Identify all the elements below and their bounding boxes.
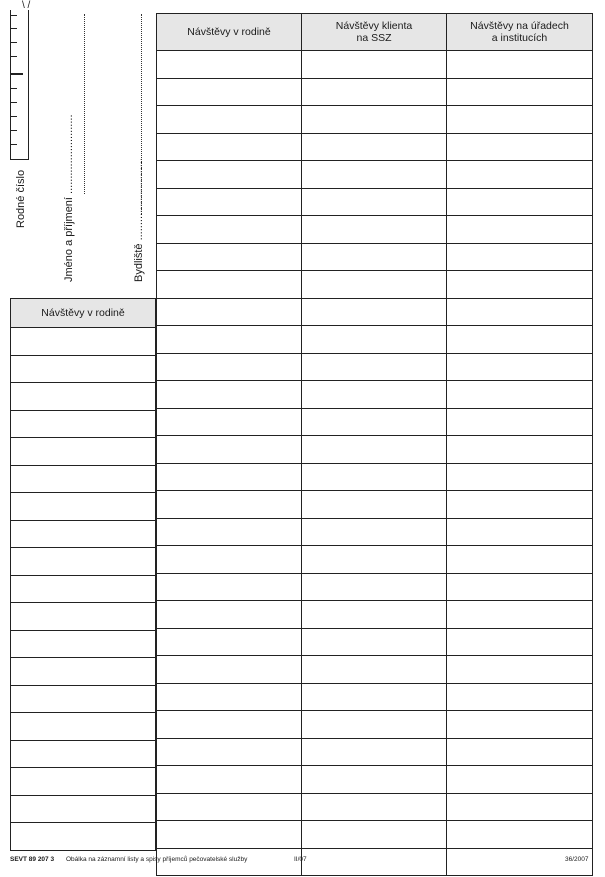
table-cell[interactable] (447, 463, 593, 491)
left-header-row (11, 299, 156, 328)
table-cell[interactable] (447, 766, 593, 794)
table-cell[interactable] (11, 383, 156, 411)
table-cell[interactable] (11, 548, 156, 576)
table-row (157, 436, 593, 464)
table-row (157, 326, 593, 354)
header-left-navstevy-v-rodine: Návštěvy v rodině (11, 299, 156, 328)
table-cell[interactable] (302, 601, 447, 629)
table-row (157, 408, 593, 436)
table-cell[interactable] (302, 793, 447, 821)
table-cell[interactable] (11, 658, 156, 686)
table-cell[interactable] (157, 491, 302, 519)
table-cell[interactable] (157, 766, 302, 794)
table-cell[interactable] (157, 271, 302, 299)
table-row (11, 328, 156, 356)
table-row (157, 601, 593, 629)
table-cell[interactable] (157, 51, 302, 79)
table-row (11, 603, 156, 631)
table-cell[interactable] (447, 353, 593, 381)
table-cell[interactable] (157, 408, 302, 436)
table-row (157, 216, 593, 244)
table-cell[interactable] (157, 628, 302, 656)
rodne-cislo-label: Rodné číslo (15, 169, 27, 228)
table-cell[interactable] (157, 711, 302, 739)
table-row (157, 188, 593, 216)
table-cell[interactable] (157, 656, 302, 684)
table-cell[interactable] (447, 436, 593, 464)
table-cell[interactable] (11, 823, 156, 851)
table-cell[interactable] (157, 161, 302, 189)
table-cell[interactable] (157, 353, 302, 381)
table-row (11, 685, 156, 713)
table-cell[interactable] (447, 601, 593, 629)
table-cell[interactable] (447, 793, 593, 821)
box-tick (11, 56, 17, 57)
table-cell[interactable] (11, 603, 156, 631)
table-cell[interactable] (157, 518, 302, 546)
header-navstevy-na-uradech (447, 14, 593, 51)
table-cell[interactable] (157, 546, 302, 574)
table-row (157, 491, 593, 519)
table-cell[interactable] (447, 106, 593, 134)
table-cell[interactable] (302, 243, 447, 271)
table-cell[interactable] (302, 573, 447, 601)
table-cell[interactable] (302, 133, 447, 161)
table-cell[interactable] (447, 381, 593, 409)
table-cell[interactable] (447, 628, 593, 656)
table-cell[interactable] (447, 821, 593, 849)
table-cell[interactable] (157, 573, 302, 601)
table-cell[interactable] (11, 438, 156, 466)
table-cell[interactable] (447, 188, 593, 216)
table-row (157, 518, 593, 546)
table-cell[interactable] (447, 683, 593, 711)
table-row (157, 821, 593, 849)
table-cell[interactable] (302, 106, 447, 134)
table-row (157, 546, 593, 574)
header-navstevy-klienta-text: Návštěvy klienta na SSZ (335, 20, 413, 44)
jmeno-label: Jméno a příjmení .......................... (63, 114, 75, 282)
table-row (157, 381, 593, 409)
table-cell[interactable] (302, 381, 447, 409)
table-cell[interactable] (302, 518, 447, 546)
table-cell[interactable] (157, 188, 302, 216)
table-cell[interactable] (11, 630, 156, 658)
table-cell[interactable] (302, 161, 447, 189)
footer-date: 36/2007 (565, 856, 589, 863)
visits-table (156, 13, 593, 876)
table-cell[interactable] (157, 436, 302, 464)
table-cell[interactable] (157, 298, 302, 326)
table-row (157, 711, 593, 739)
box-tick (11, 144, 17, 145)
table-row (157, 51, 593, 79)
table-row (157, 133, 593, 161)
table-cell[interactable] (302, 738, 447, 766)
table-cell[interactable] (447, 738, 593, 766)
table-row (11, 658, 156, 686)
table-row (11, 383, 156, 411)
box-tick (11, 88, 17, 89)
table-row (157, 628, 593, 656)
table-row (157, 161, 593, 189)
table-cell[interactable] (11, 740, 156, 768)
table-cell[interactable] (11, 493, 156, 521)
jmeno-fill-line[interactable] (84, 14, 85, 194)
table-cell[interactable] (447, 51, 593, 79)
table-cell[interactable] (11, 520, 156, 548)
table-row (157, 298, 593, 326)
table-row (11, 768, 156, 796)
table-cell[interactable] (302, 821, 447, 849)
table-cell[interactable] (11, 795, 156, 823)
table-cell[interactable] (157, 106, 302, 134)
left-visits-table-body (11, 328, 156, 851)
table-cell[interactable] (11, 685, 156, 713)
table-row (157, 106, 593, 134)
rodne-cislo-box[interactable] (10, 10, 29, 160)
table-cell[interactable] (302, 491, 447, 519)
table-cell[interactable] (302, 216, 447, 244)
table-cell[interactable] (447, 243, 593, 271)
table-cell[interactable] (302, 546, 447, 574)
table-cell[interactable] (157, 683, 302, 711)
table-cell[interactable] (447, 408, 593, 436)
footer-page: II/07 (294, 856, 307, 863)
bydliste-label: Bydliště ........................... (133, 157, 145, 282)
table-row (157, 573, 593, 601)
box-tick (11, 15, 17, 16)
table-cell[interactable] (302, 408, 447, 436)
table-row (11, 713, 156, 741)
table-cell[interactable] (302, 436, 447, 464)
table-row (157, 353, 593, 381)
table-cell[interactable] (447, 271, 593, 299)
table-cell[interactable] (302, 51, 447, 79)
left-visits-table (10, 298, 156, 851)
table-cell[interactable] (157, 243, 302, 271)
corner-mark: \ / (22, 0, 31, 11)
table-cell[interactable] (157, 821, 302, 849)
table-row (157, 78, 593, 106)
table-row (11, 575, 156, 603)
visits-table-body (157, 51, 593, 876)
table-cell[interactable] (11, 410, 156, 438)
footer-description: Obálka na záznamní listy a spisy příjemců pečovatelské služby (66, 856, 248, 863)
table-row (157, 766, 593, 794)
box-tick (11, 116, 17, 117)
visits-header-row (157, 14, 593, 51)
footer-code: SEVT 89 207 3 (10, 856, 55, 863)
table-cell[interactable] (447, 133, 593, 161)
table-row (11, 630, 156, 658)
table-row (11, 355, 156, 383)
table-row (157, 271, 593, 299)
table-cell[interactable] (11, 465, 156, 493)
table-cell[interactable] (11, 768, 156, 796)
box-divider (11, 73, 23, 75)
table-cell[interactable] (447, 161, 593, 189)
table-cell[interactable] (157, 738, 302, 766)
table-row (157, 243, 593, 271)
table-cell[interactable] (302, 766, 447, 794)
table-cell[interactable] (302, 353, 447, 381)
table-cell[interactable] (157, 601, 302, 629)
table-row (157, 683, 593, 711)
table-row (11, 465, 156, 493)
table-cell[interactable] (447, 656, 593, 684)
table-cell[interactable] (447, 546, 593, 574)
table-row (11, 520, 156, 548)
table-cell[interactable] (302, 298, 447, 326)
table-row (11, 438, 156, 466)
table-cell[interactable] (11, 355, 156, 383)
table-row (157, 463, 593, 491)
header-navstevy-v-rodine: Návštěvy v rodině (157, 14, 302, 51)
table-cell[interactable] (447, 216, 593, 244)
table-cell[interactable] (447, 518, 593, 546)
table-cell[interactable] (447, 491, 593, 519)
table-cell[interactable] (302, 188, 447, 216)
box-tick (11, 42, 17, 43)
table-row (11, 740, 156, 768)
table-cell[interactable] (447, 78, 593, 106)
table-row (157, 656, 593, 684)
table-cell[interactable] (302, 711, 447, 739)
header-navstevy-na-uradech-text: Návštěvy na úřadech a institucích (470, 20, 569, 44)
table-cell[interactable] (302, 271, 447, 299)
table-cell[interactable] (302, 326, 447, 354)
table-cell[interactable] (447, 326, 593, 354)
table-cell[interactable] (157, 793, 302, 821)
table-row (11, 410, 156, 438)
table-cell[interactable] (157, 78, 302, 106)
box-tick (11, 28, 17, 29)
table-row (157, 793, 593, 821)
table-cell[interactable] (447, 298, 593, 326)
table-cell[interactable] (11, 713, 156, 741)
table-row (11, 823, 156, 851)
table-cell[interactable] (157, 326, 302, 354)
table-cell[interactable] (302, 848, 447, 876)
table-cell[interactable] (447, 573, 593, 601)
table-cell[interactable] (302, 656, 447, 684)
box-tick (11, 102, 17, 103)
box-tick (11, 130, 17, 131)
table-cell[interactable] (11, 575, 156, 603)
table-cell[interactable] (447, 711, 593, 739)
bydliste-fill-line[interactable] (141, 14, 142, 214)
table-row (11, 548, 156, 576)
header-navstevy-klienta (302, 14, 447, 51)
table-row (11, 493, 156, 521)
table-cell[interactable] (302, 78, 447, 106)
table-cell[interactable] (302, 463, 447, 491)
table-cell[interactable] (157, 381, 302, 409)
table-cell[interactable] (302, 628, 447, 656)
table-row (11, 795, 156, 823)
table-cell[interactable] (157, 216, 302, 244)
table-cell[interactable] (157, 133, 302, 161)
table-cell[interactable] (157, 463, 302, 491)
table-row (157, 738, 593, 766)
table-cell[interactable] (302, 683, 447, 711)
table-cell[interactable] (11, 328, 156, 356)
